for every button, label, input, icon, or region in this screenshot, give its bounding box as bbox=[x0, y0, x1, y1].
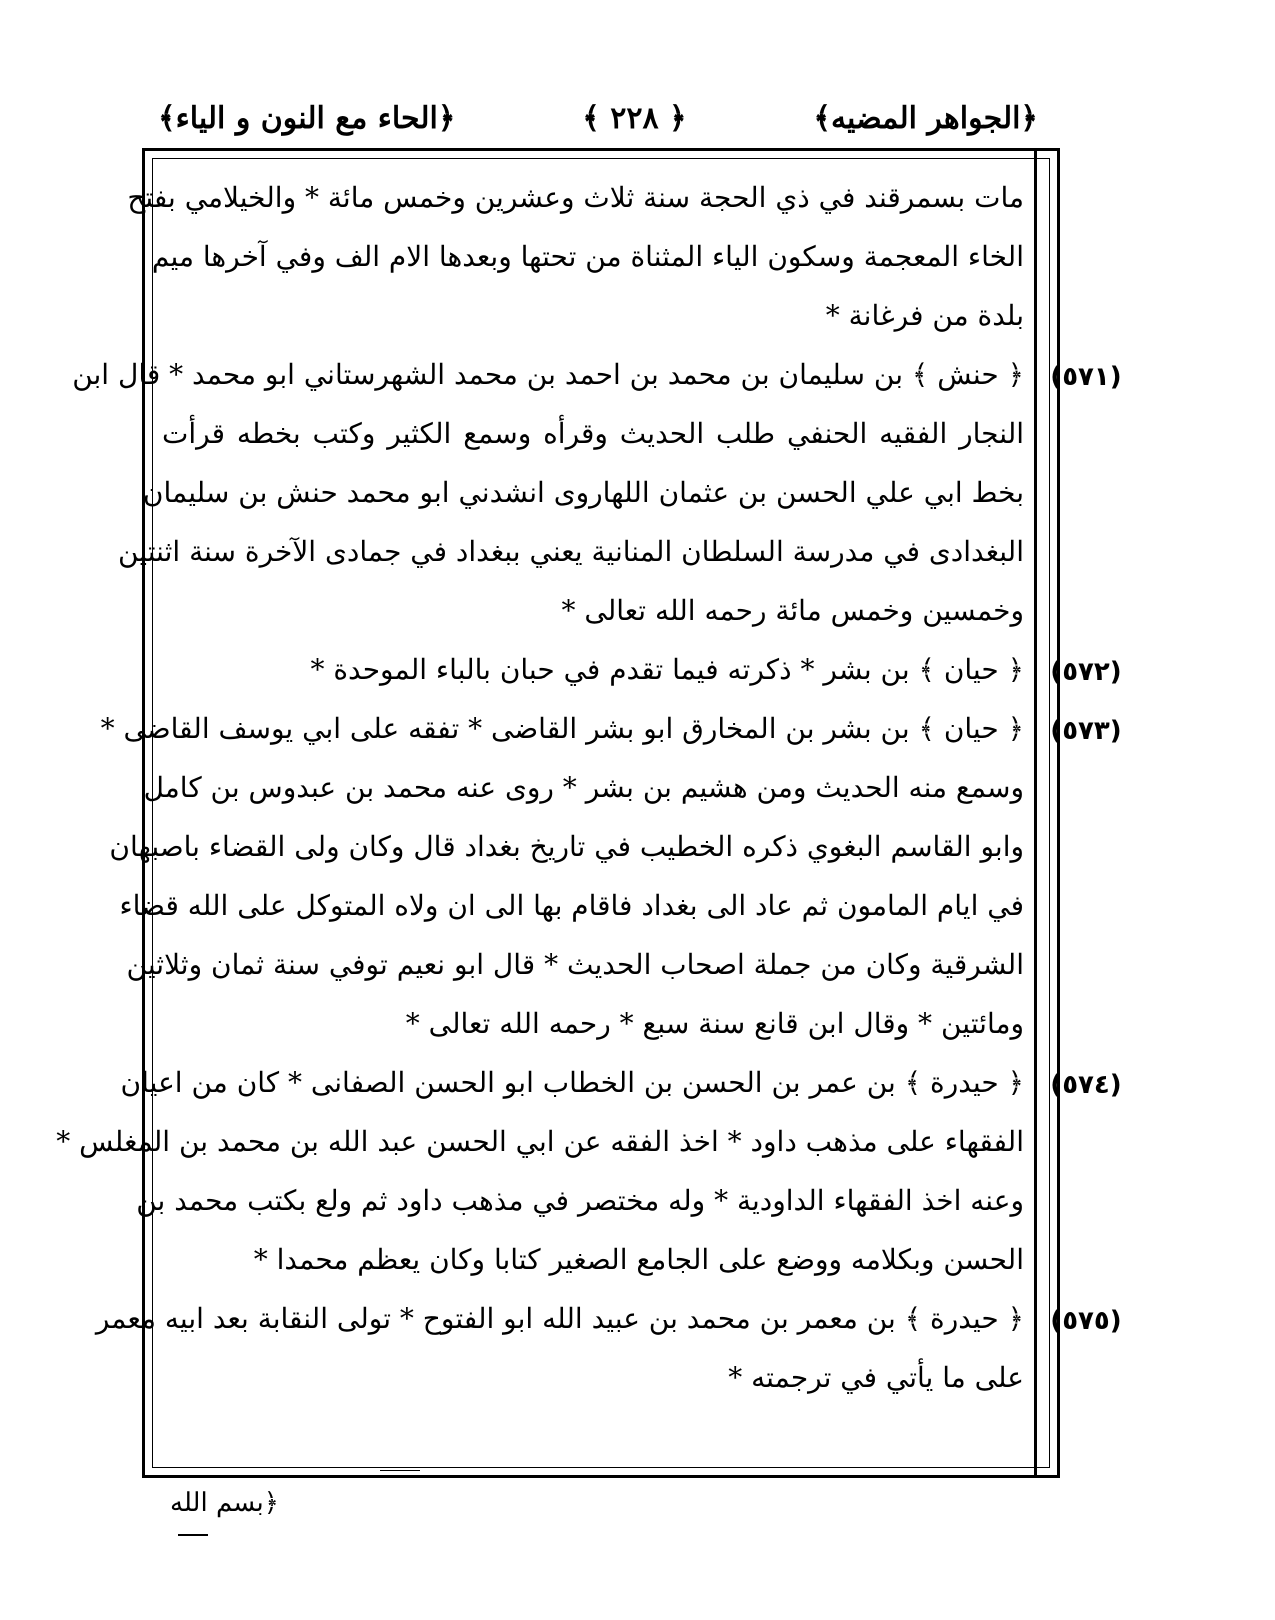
running-header bbox=[158, 92, 1038, 144]
text-line: البغدادى في مدرسة السلطان المنانية يعني ببغداد في جمادى الآخرة سنة اثنتين bbox=[117, 535, 1024, 568]
entry-number: (٥٧٣) bbox=[1050, 716, 1122, 746]
margin-rule bbox=[1034, 148, 1037, 1478]
page-number: ﴿ ٢٢٨ ﴾ bbox=[582, 100, 687, 136]
book-title: ﴿الجواهر المضيه﴾ bbox=[813, 100, 1038, 136]
text-line: ﴿ حيان ﴾ بن بشر * ذكرته فيما تقدم في حبان بالباء الموحدة * bbox=[310, 653, 1024, 686]
text-line: وسمع منه الحديث ومن هشيم بن بشر * روى عنه محمد بن عبدوس بن كامل bbox=[143, 771, 1024, 804]
entry-number: (٥٧٢) bbox=[1050, 657, 1122, 687]
text-line: ﴿ حيان ﴾ بن بشر بن المخارق ابو بشر القاضى * تفقه على ابي يوسف القاضى * bbox=[100, 712, 1024, 745]
text-line: الفقهاء على مذهب داود * اخذ الفقه عن ابي الحسن عبد الله بن محمد بن المغلس * bbox=[56, 1125, 1024, 1158]
text-line: بلدة من فرغانة * bbox=[825, 299, 1024, 332]
entry-number: (٥٧٤) bbox=[1050, 1070, 1122, 1100]
text-line: الحسن وبكلامه ووضع على الجامع الصغير كتابا وكان يعظم محمدا * bbox=[253, 1243, 1024, 1276]
section-title: ﴿الحاء مع النون و الياء﴾ bbox=[158, 100, 456, 136]
text-line: الخاء المعجمة وسكون الياء المثناة من تحتها وبعدها الام الف وفي آخرها ميم bbox=[151, 240, 1024, 273]
text-line: ﴿ حنش ﴾ بن سليمان بن محمد بن احمد بن محمد الشهرستاني ابو محمد * قال ابن bbox=[72, 358, 1024, 391]
text-line: وابو القاسم البغوي ذكره الخطيب في تاريخ بغداد قال وكان ولى القضاء باصبهان bbox=[109, 830, 1024, 863]
entry-number: (٥٧١) bbox=[1050, 362, 1122, 392]
entry-number: (٥٧٥) bbox=[1050, 1306, 1122, 1336]
footer-rule bbox=[380, 1470, 420, 1471]
text-line: مات بسمرقند في ذي الحجة سنة ثلاث وعشرين وخمس مائة * والخيلامي بفتح bbox=[127, 181, 1024, 214]
text-line: ﴿ حيدرة ﴾ بن معمر بن محمد بن عبيد الله ابو الفتوح * تولى النقابة بعد ابيه معمر bbox=[95, 1302, 1024, 1335]
text-line: النجار الفقيه الحنفي طلب الحديث وقرأه وسمع الكثير وكتب بخطه قرأت bbox=[162, 417, 1024, 450]
catchword: ﴿بسم الله bbox=[170, 1488, 279, 1518]
text-line: الشرقية وكان من جملة اصحاب الحديث * قال ابو نعيم توفي سنة ثمان وثلاثين bbox=[126, 948, 1024, 981]
text-line: في ايام المامون ثم عاد الى بغداد فاقام بها الى ان ولاه المتوكل على الله قضاء bbox=[119, 889, 1024, 922]
text-line: على ما يأتي في ترجمته * bbox=[728, 1361, 1024, 1394]
text-line: وخمسين وخمس مائة رحمه الله تعالى * bbox=[561, 594, 1024, 627]
text-line: وعنه اخذ الفقهاء الداودية * وله مختصر في مذهب داود ثم ولع بكتب محمد بن bbox=[136, 1184, 1024, 1217]
text-line: بخط ابي علي الحسن بن عثمان اللهاروى انشدني ابو محمد حنش بن سليمان bbox=[142, 476, 1024, 509]
text-line: ﴿ حيدرة ﴾ بن عمر بن الحسن بن الخطاب ابو الحسن الصفانى * كان من اعيان bbox=[120, 1066, 1024, 1099]
footer-rule bbox=[178, 1534, 208, 1536]
text-line: ومائتين * وقال ابن قانع سنة سبع * رحمه الله تعالى * bbox=[405, 1007, 1024, 1040]
main-text bbox=[56, 168, 1024, 1468]
